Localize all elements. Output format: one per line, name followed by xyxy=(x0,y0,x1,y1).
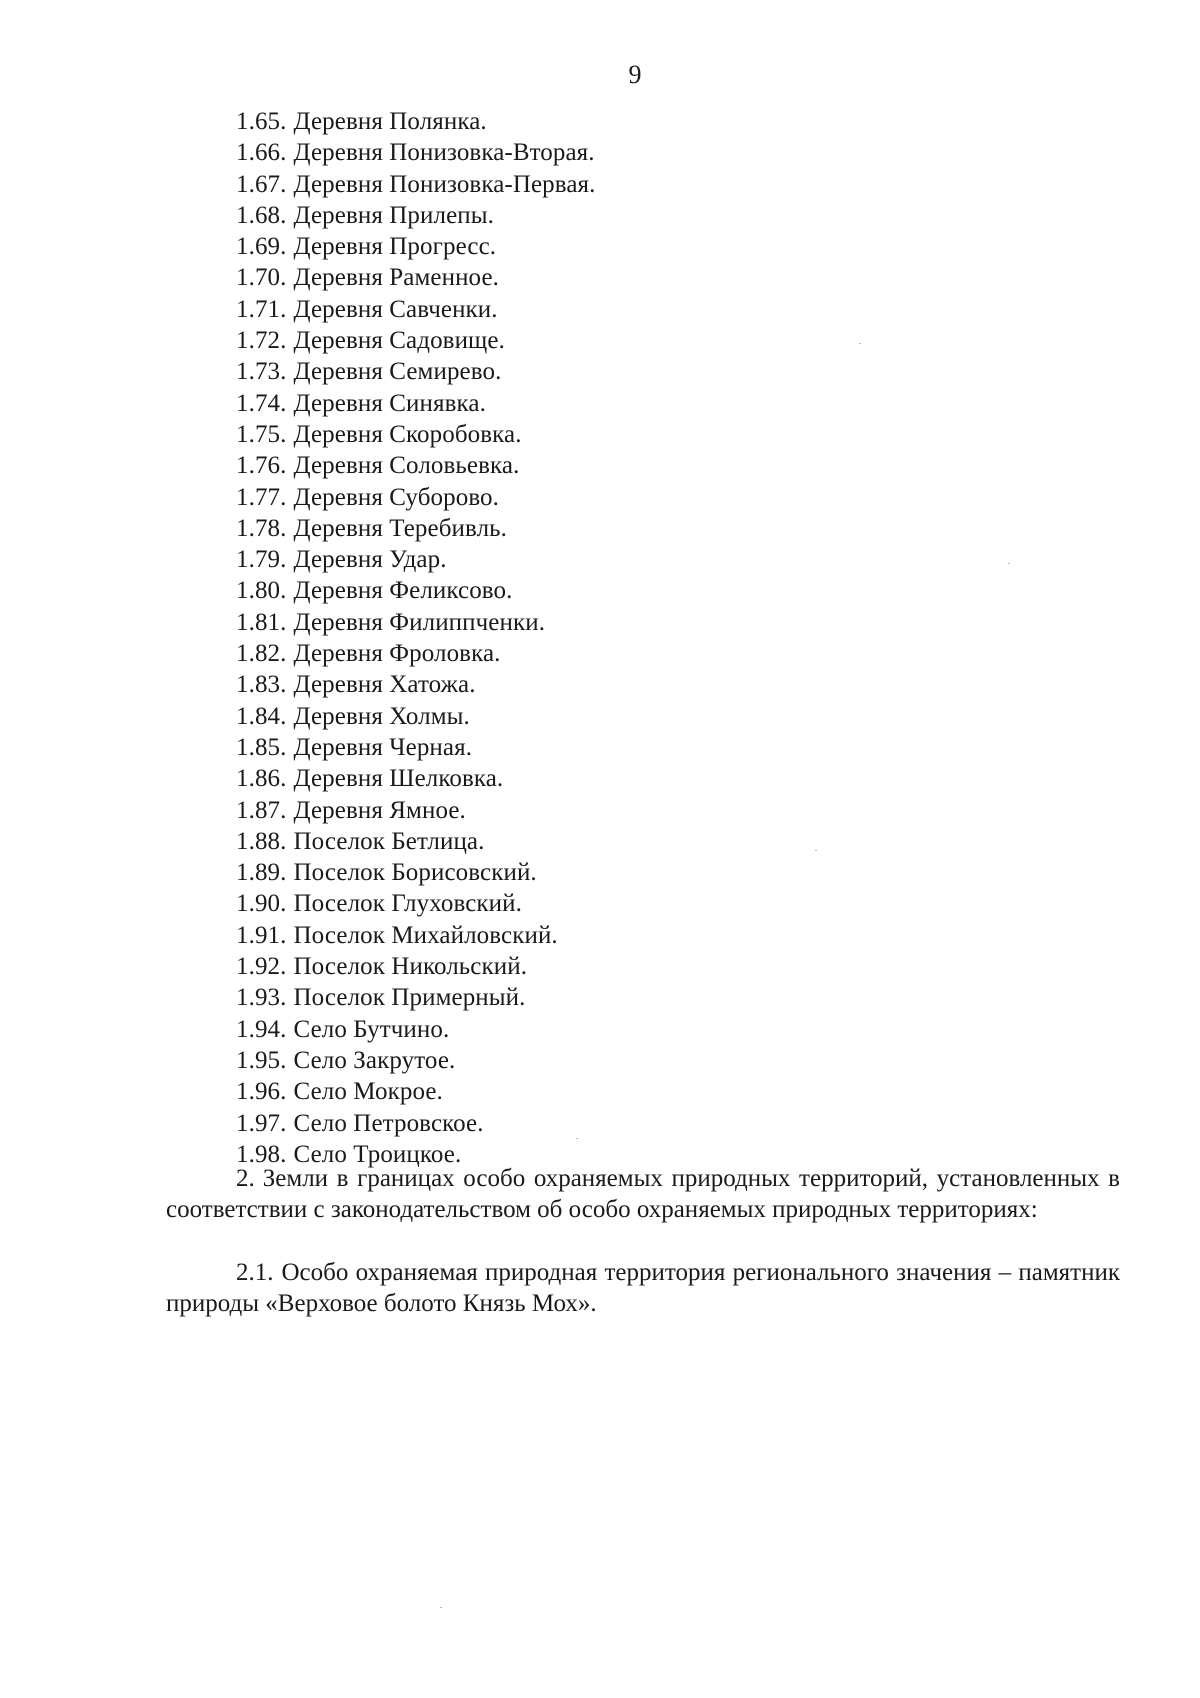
list-item-number: 1.88. xyxy=(236,827,287,855)
list-item xyxy=(236,826,596,857)
section-2-1-text: Особо охраняемая природная территория регионального значения – памятник природы «Верховое болото Князь Мох». xyxy=(166,1259,1120,1318)
list-item xyxy=(236,356,596,387)
list-item-number: 1.92. xyxy=(236,953,287,981)
list-item-text: Деревня Удар. xyxy=(293,546,447,574)
list-item-text: Поселок Никольский. xyxy=(293,953,528,981)
list-item-text: Деревня Садовище. xyxy=(293,327,505,355)
list-item xyxy=(236,669,596,700)
list-item xyxy=(236,388,596,419)
list-item-number: 1.77. xyxy=(236,483,287,511)
section-2-1-paragraph xyxy=(166,1257,1120,1320)
list-item-number: 1.87. xyxy=(236,796,287,824)
list-item-number: 1.71. xyxy=(236,295,287,323)
list-item-text: Деревня Хатожа. xyxy=(293,671,476,699)
section-2-number: 2. xyxy=(236,1165,255,1192)
list-item-number: 1.84. xyxy=(236,702,287,730)
list-item-text: Поселок Бетлица. xyxy=(293,827,485,855)
list-item xyxy=(236,732,596,763)
list-item-text: Деревня Соловьевка. xyxy=(293,452,520,480)
list-item-number: 1.94. xyxy=(236,1015,287,1043)
section-2-paragraph xyxy=(166,1163,1120,1226)
list-item-text: Деревня Понизовка-Первая. xyxy=(293,170,596,198)
list-item xyxy=(236,169,596,200)
list-item-number: 1.89. xyxy=(236,859,287,887)
list-item xyxy=(236,575,596,606)
list-item-text: Село Петровское. xyxy=(293,1109,484,1137)
list-item-text: Деревня Теребивль. xyxy=(293,514,507,542)
list-item-number: 1.70. xyxy=(236,264,287,292)
list-item xyxy=(236,857,596,888)
scan-speck xyxy=(576,1138,578,1139)
list-item xyxy=(236,763,596,794)
section-2-1-number: 2.1. xyxy=(236,1259,274,1286)
list-item-number: 1.83. xyxy=(236,671,287,699)
list-item-text: Деревня Синявка. xyxy=(293,389,486,417)
list-item-number: 1.75. xyxy=(236,420,287,448)
list-item xyxy=(236,607,596,638)
list-item-text: Деревня Суборово. xyxy=(293,483,500,511)
list-item xyxy=(236,419,596,450)
list-item xyxy=(236,1108,596,1139)
list-item-text: Деревня Раменное. xyxy=(293,264,500,292)
list-item xyxy=(236,1014,596,1045)
list-item xyxy=(236,1045,596,1076)
list-item-number: 1.95. xyxy=(236,1046,287,1074)
list-item-text: Деревня Понизовка-Вторая. xyxy=(293,139,595,167)
list-item-text: Деревня Филиппченки. xyxy=(293,608,546,636)
list-item-number: 1.69. xyxy=(236,233,287,261)
list-item-number: 1.65. xyxy=(236,108,287,135)
list-item-number: 1.67. xyxy=(236,170,287,198)
list-item xyxy=(236,450,596,481)
scan-speck xyxy=(440,1607,442,1608)
list-item xyxy=(236,325,596,356)
list-item-text: Деревня Фроловка. xyxy=(293,640,501,668)
list-item-text: Село Бутчино. xyxy=(293,1015,450,1043)
list-item xyxy=(236,231,596,262)
list-item xyxy=(236,920,596,951)
list-item-number: 1.97. xyxy=(236,1109,287,1137)
scan-speck xyxy=(859,343,861,344)
list-item-number: 1.90. xyxy=(236,890,287,918)
list-item-number: 1.74. xyxy=(236,389,287,417)
list-item-number: 1.93. xyxy=(236,984,287,1012)
list-item-number: 1.91. xyxy=(236,921,287,949)
list-item-text: Деревня Феликсово. xyxy=(293,577,513,605)
list-item-text: Деревня Холмы. xyxy=(293,702,470,730)
list-item xyxy=(236,795,596,826)
list-item xyxy=(236,638,596,669)
list-item-number: 1.86. xyxy=(236,765,287,793)
list-item-text: Деревня Семирево. xyxy=(293,358,502,386)
list-item-number: 1.82. xyxy=(236,640,287,668)
list-item-text: Деревня Черная. xyxy=(293,733,473,761)
list-item-number: 1.96. xyxy=(236,1078,287,1106)
section-2-text: Земли в границах особо охраняемых природных территорий, установленных в соответствии с законодательством об особо охраняемых природных территориях: xyxy=(166,1165,1120,1224)
list-item-number: 1.79. xyxy=(236,546,287,574)
list-item-text: Поселок Глуховский. xyxy=(293,890,522,918)
list-item-number: 1.81. xyxy=(236,608,287,636)
list-item-text: Деревня Савченки. xyxy=(293,295,498,323)
list-item xyxy=(236,544,596,575)
list-item-text: Деревня Прилепы. xyxy=(293,201,495,229)
list-item xyxy=(236,1076,596,1107)
list-item-text: Поселок Михайловский. xyxy=(293,921,558,949)
list-item-text: Деревня Полянка. xyxy=(293,108,487,135)
list-item xyxy=(236,294,596,325)
list-item-text: Деревня Ямное. xyxy=(293,796,466,824)
list-item-text: Поселок Борисовский. xyxy=(293,859,537,887)
list-item xyxy=(236,513,596,544)
list-item xyxy=(236,482,596,513)
list-item-text: Село Мокрое. xyxy=(293,1078,443,1106)
scan-speck xyxy=(815,850,817,851)
list-item-number: 1.98. xyxy=(236,1140,287,1168)
list-item xyxy=(236,701,596,732)
list-item-number: 1.80. xyxy=(236,577,287,605)
list-item xyxy=(236,951,596,982)
list-item-text: Деревня Скоробовка. xyxy=(293,420,522,448)
list-item xyxy=(236,262,596,293)
list-item-number: 1.73. xyxy=(236,358,287,386)
list-item xyxy=(236,106,596,137)
scan-speck xyxy=(1008,563,1010,564)
list-item-number: 1.85. xyxy=(236,733,287,761)
list-item xyxy=(236,982,596,1013)
list-item-number: 1.76. xyxy=(236,452,287,480)
list-item xyxy=(236,137,596,168)
page-number: 9 xyxy=(628,60,642,89)
list-item-number: 1.66. xyxy=(236,139,287,167)
list-item-number: 1.72. xyxy=(236,327,287,355)
list-item-text: Село Троицкое. xyxy=(293,1140,462,1168)
list-item-text: Село Закрутое. xyxy=(293,1046,456,1074)
list-item xyxy=(236,200,596,231)
list-item-text: Деревня Прогресс. xyxy=(293,233,497,261)
settlement-list xyxy=(236,106,596,1170)
list-item-text: Поселок Примерный. xyxy=(293,984,526,1012)
list-item-number: 1.68. xyxy=(236,201,287,229)
list-item xyxy=(236,888,596,919)
list-item-text: Деревня Шелковка. xyxy=(293,765,504,793)
list-item-number: 1.78. xyxy=(236,514,287,542)
